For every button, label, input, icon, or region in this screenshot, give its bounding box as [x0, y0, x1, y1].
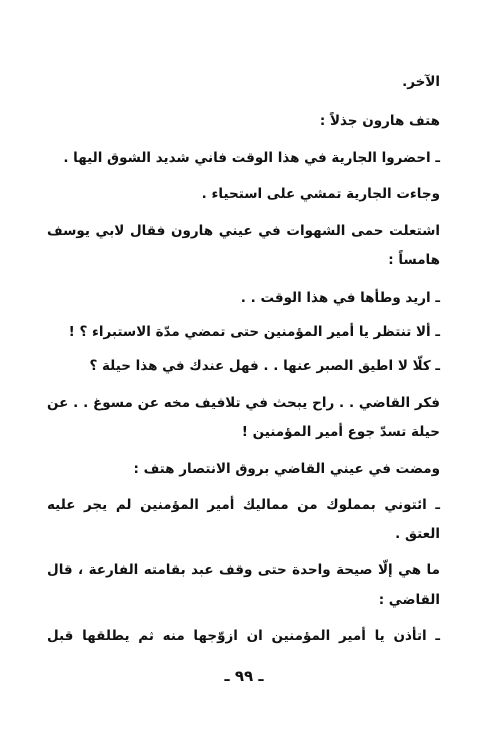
text-line-14: العتق . [395, 526, 440, 542]
text-line-10: فكر القاضي . . راح يبحث في تلافيف مخه عن مسوغ . . عن [47, 395, 440, 411]
text-line-4: وجاءت الجارية تمشي على استحياء . [201, 186, 440, 202]
page-number: ـ ٩٩ ـ [224, 667, 264, 685]
text-line-2: هتف هارون جذلاً : [319, 113, 440, 129]
text-line-11: حيلة تسدّ جوع أمير المؤمنين ! [241, 424, 440, 440]
text-line-13: ـ ائتوني بمملوك من مماليك أمير المؤمنين لم يجر عليه [47, 497, 440, 513]
text-line-9: ـ كلّا لا اطيق الصبر عنها . . فهل عندك في هذا حيلة ؟ [89, 358, 440, 374]
text-line-1: الآخر. [402, 74, 440, 90]
text-line-16: القاضي : [378, 592, 440, 608]
text-line-8: ـ ألا تنتظر يا أمير المؤمنين حتى تمضي مدّة الاستبراء ؟ ! [68, 324, 440, 340]
text-line-3: ـ احضروا الجارية في هذا الوقت فاني شديد الشوق اليها . [63, 150, 440, 166]
text-line-6: هامساً : [388, 252, 440, 268]
text-line-12: ومضت في عيني القاضي بروق الانتصار هتف : [133, 461, 440, 477]
text-line-5: اشتعلت حمى الشهوات في عيني هارون فقال لابي يوسف [47, 223, 440, 239]
text-line-17: ـ اتأذن يا أمير المؤمنين ان ازوّجها منه ثم يطلقها قبل [47, 628, 440, 644]
text-line-15: ما هي إلّا صيحة واحدة حتى وقف عبد بقامته الفارعة ، قال [47, 562, 440, 578]
text-line-7: ـ اريد وطأها في هذا الوقت . . [240, 290, 440, 306]
